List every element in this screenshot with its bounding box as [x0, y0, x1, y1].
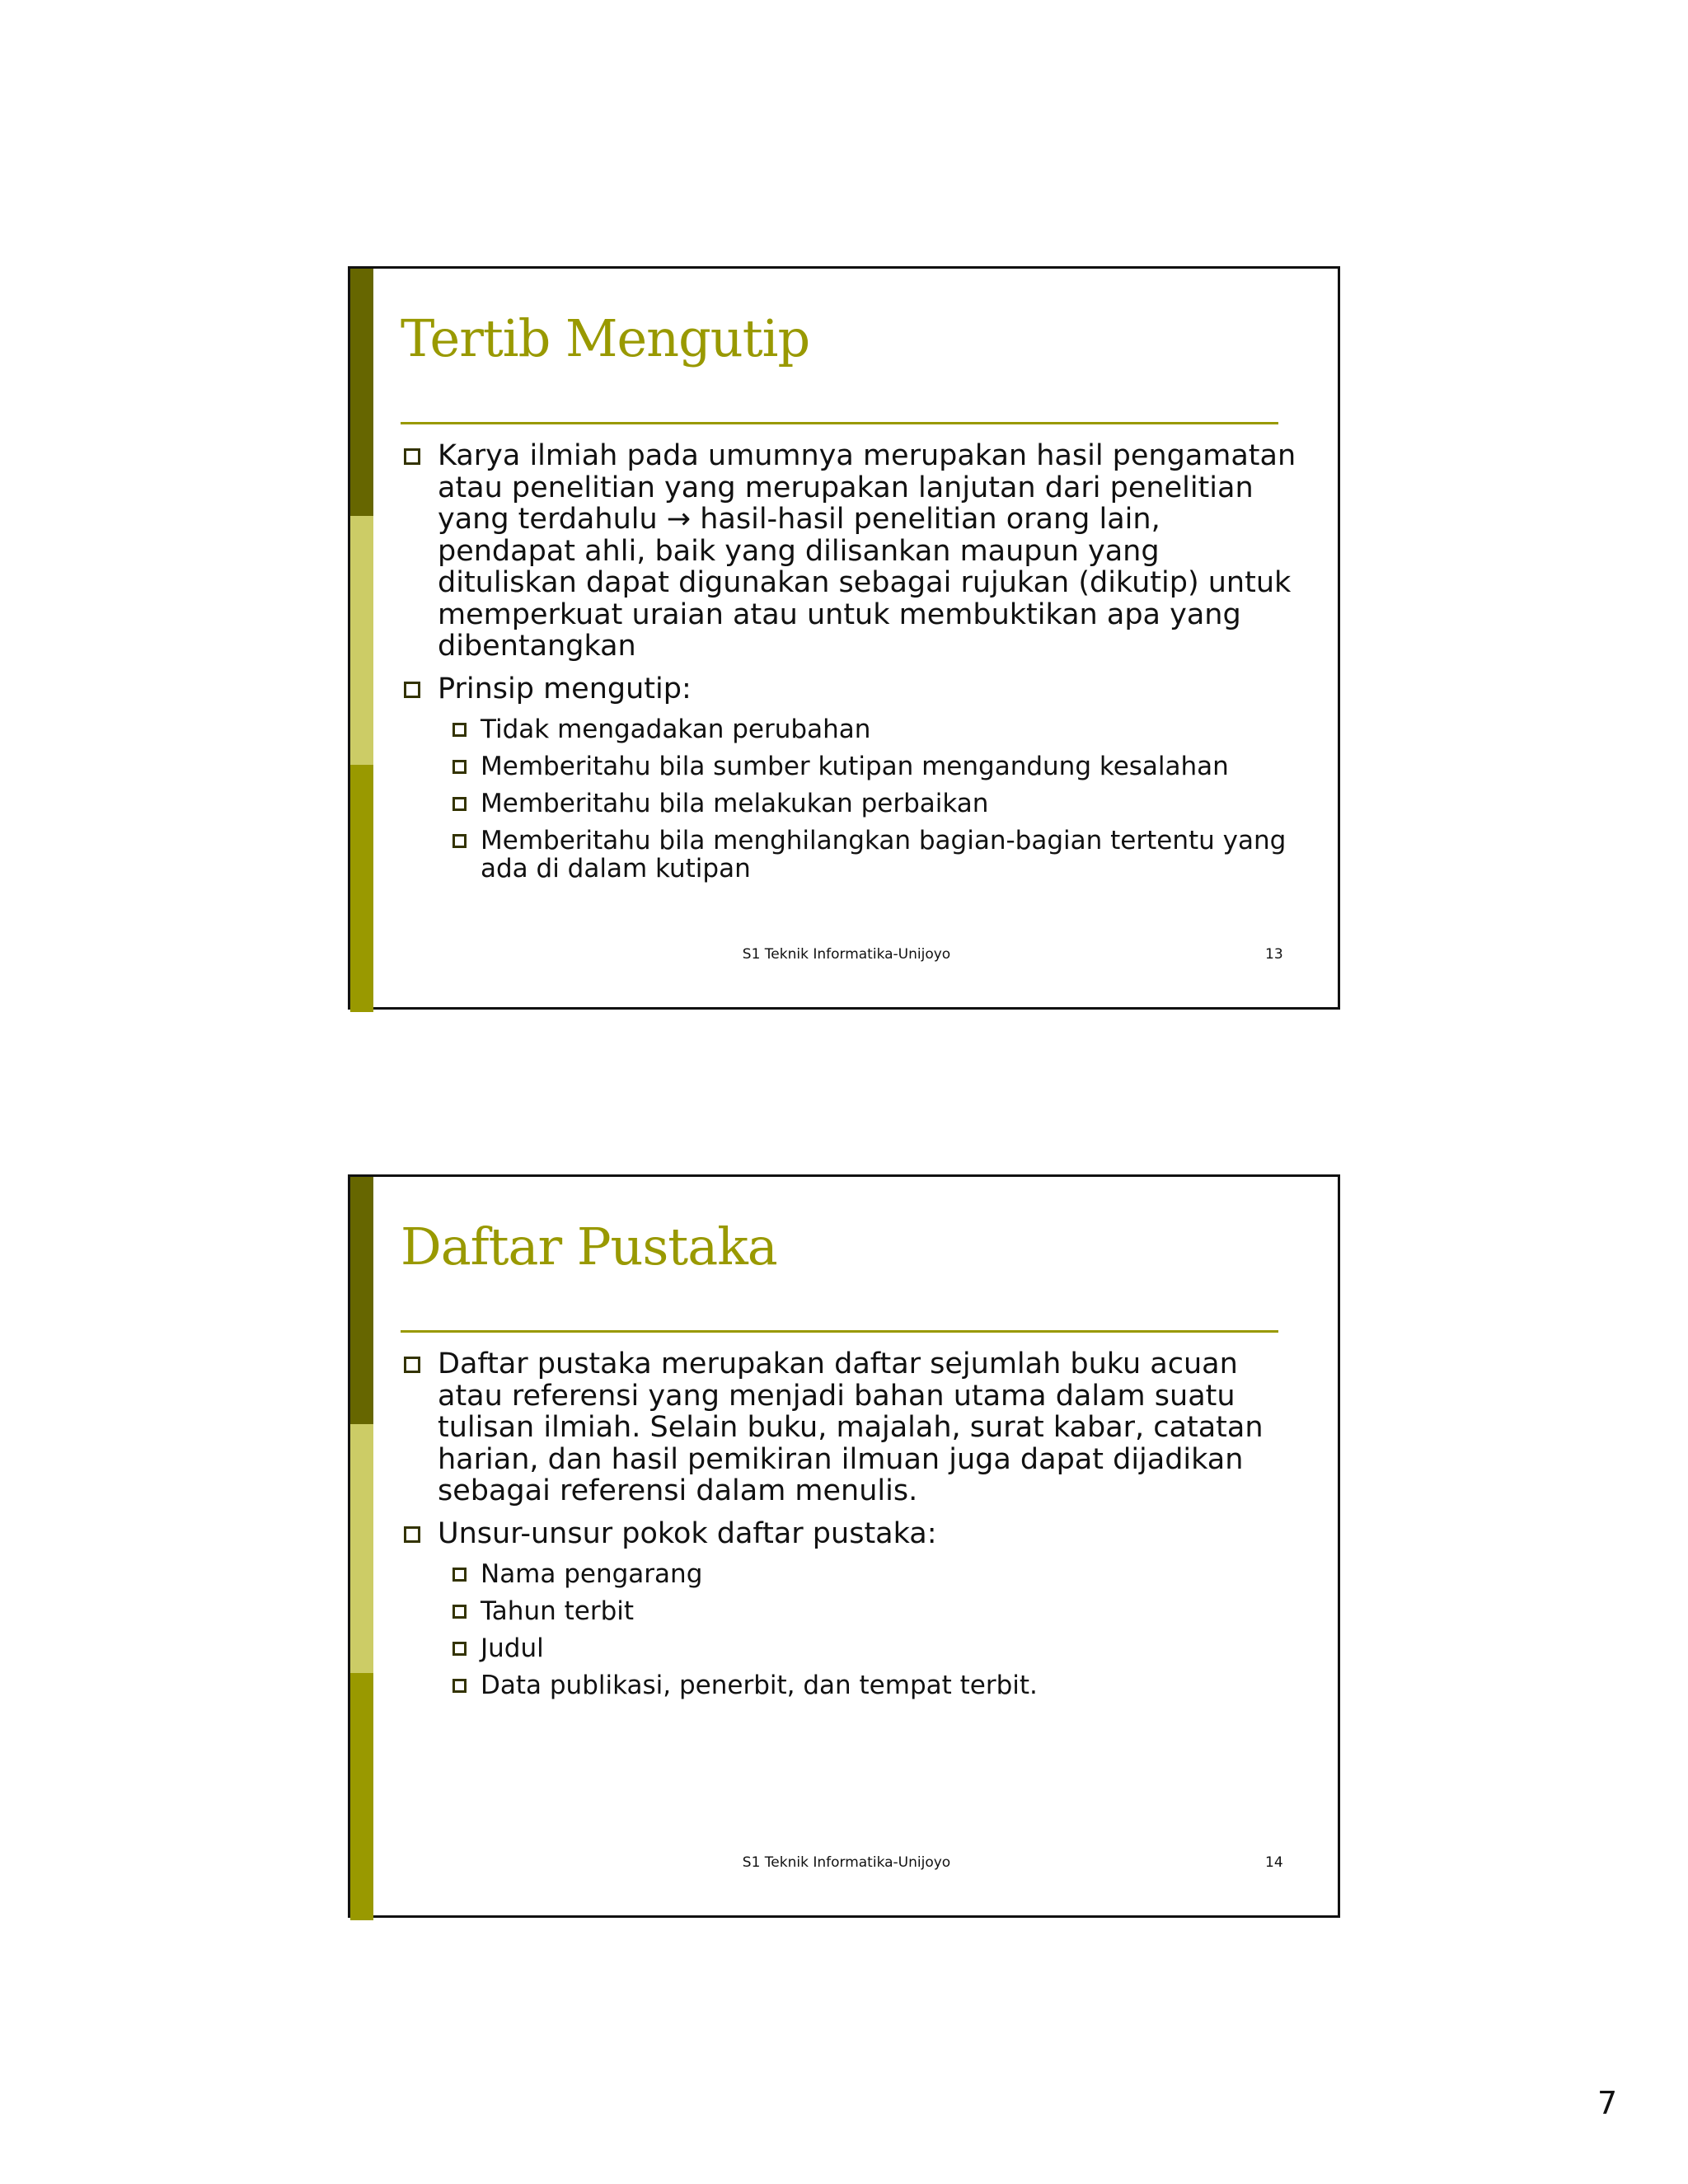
bullet-text: Unsur-unsur pokok daftar pustaka:: [438, 1516, 937, 1550]
sub-bullet-text: Judul: [481, 1633, 544, 1663]
sidebar-stripe-dark: [350, 269, 373, 516]
square-bullet-icon: [404, 1357, 420, 1373]
bullet-item: [401, 1518, 1303, 1550]
title-divider: [401, 422, 1278, 424]
square-bullet-icon: [404, 448, 420, 465]
sidebar-stripe-olive: [350, 765, 373, 1012]
square-bullet-icon: [404, 1526, 420, 1543]
bullet-text: Prinsip mengutip:: [438, 672, 692, 705]
sub-bullet-text: Tahun terbit: [481, 1596, 635, 1626]
page-number: 7: [1597, 2085, 1618, 2121]
slide-footer: S1 Teknik Informatika-Unijoyo: [742, 946, 951, 963]
sidebar-stripe-light: [350, 516, 373, 765]
bullet-item: [401, 440, 1303, 663]
sub-bullet-item: [401, 752, 1303, 780]
sub-bullet-item: [401, 827, 1303, 883]
slide-title: Tertib Mengutip: [401, 308, 810, 368]
slide-body: [401, 1348, 1303, 1708]
slide-body: [401, 440, 1303, 892]
bullet-text: Daftar pustaka merupakan daftar sejumlah buku acuan atau referensi yang menjadi bahan utama dalam suatu tulisan ilmiah. Selain buku, majalah, surat kabar, catatan harian, dan hasil pemikiran ilmuan juga dapat dijadikan sebagai referensi dalam menulis.: [438, 1347, 1264, 1507]
sidebar-stripe-light: [350, 1424, 373, 1673]
square-bullet-icon: [452, 1642, 467, 1656]
sub-bullet-text: Memberitahu bila melakukan perbaikan: [481, 789, 989, 818]
bullet-text: Karya ilmiah pada umumnya merupakan hasil pengamatan atau penelitian yang merupakan lanjutan dari penelitian yang terdahulu → hasil-hasil penelitian orang lain, pendapat ahli, baik yang dilisankan maupun yang dituliskan dapat digunakan sebagai rujukan (dikutip) untuk memperkuat uraian atau untuk membuktikan apa yang dibentangkan: [438, 439, 1296, 663]
sub-bullet-text: Memberitahu bila sumber kutipan mengandung kesalahan: [481, 752, 1229, 781]
sub-bullet-text: Memberitahu bila menghilangkan bagian-bagian tertentu yang ada di dalam kutipan: [481, 826, 1287, 883]
slide-footer: S1 Teknik Informatika-Unijoyo: [742, 1854, 951, 1871]
square-bullet-icon: [452, 723, 467, 737]
square-bullet-icon: [452, 760, 467, 774]
square-bullet-icon: [452, 834, 467, 848]
bullet-item: [401, 673, 1303, 705]
slide-daftar-pustaka: [348, 1174, 1340, 1918]
sub-bullet-text: Data publikasi, penerbit, dan tempat terbit.: [481, 1671, 1038, 1700]
square-bullet-icon: [452, 1568, 467, 1582]
square-bullet-icon: [452, 1679, 467, 1693]
square-bullet-icon: [452, 797, 467, 811]
sub-bullet-text: Tidak mengadakan perubahan: [481, 715, 871, 744]
slide-number: 14: [1265, 1854, 1283, 1871]
sidebar-stripe-dark: [350, 1177, 373, 1424]
sub-bullet-item: [401, 1560, 1303, 1588]
slide-tertib-mengutip: [348, 266, 1340, 1010]
bullet-item: [401, 1348, 1303, 1507]
sidebar-stripe-olive: [350, 1673, 373, 1920]
title-divider: [401, 1330, 1278, 1333]
slide-title: Daftar Pustaka: [401, 1216, 777, 1277]
sub-bullet-text: Nama pengarang: [481, 1559, 703, 1589]
sub-bullet-item: [401, 1634, 1303, 1662]
sub-bullet-item: [401, 715, 1303, 743]
sub-bullet-item: [401, 1671, 1303, 1699]
sub-bullet-item: [401, 790, 1303, 818]
square-bullet-icon: [452, 1605, 467, 1619]
square-bullet-icon: [404, 682, 420, 698]
sub-bullet-item: [401, 1597, 1303, 1625]
slide-number: 13: [1265, 946, 1283, 963]
